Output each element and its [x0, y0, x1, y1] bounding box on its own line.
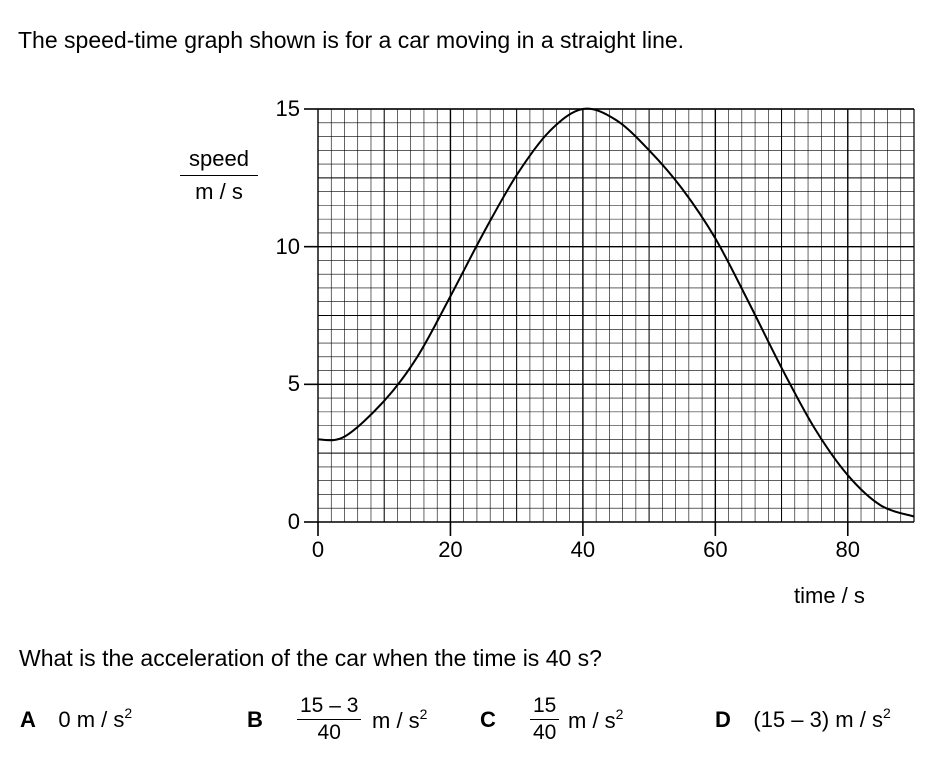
option-c-denominator: 40 [533, 721, 557, 744]
option-d-letter: D [715, 707, 731, 732]
option-a-letter: A [20, 707, 36, 732]
x-tick-label: 80 [835, 537, 860, 562]
x-tick-label: 60 [703, 537, 728, 562]
option-a[interactable] [20, 707, 132, 733]
option-c-fraction [530, 694, 559, 745]
y-axis-label-top: speed [180, 146, 258, 176]
option-c-letter-wrap[interactable] [480, 707, 496, 733]
option-c-letter: C [480, 707, 496, 732]
option-b-fraction [297, 694, 361, 745]
option-b-letter-wrap[interactable] [247, 707, 263, 733]
option-b-denominator: 40 [317, 721, 341, 744]
option-c-numerator: 15 [530, 694, 559, 720]
x-tick-label: 20 [438, 537, 463, 562]
y-tick-label: 5 [287, 371, 300, 397]
option-b-unit: m / $s^2$ [372, 706, 428, 733]
option-a-text: 0 m / $s^2$ [58, 705, 133, 732]
option-b-numerator: 15 – 3 [297, 694, 361, 720]
grid-minor [318, 109, 914, 522]
intro-text: The speed-time graph shown is for a car moving in a straight line. [18, 27, 685, 53]
option-b-letter: B [247, 707, 263, 732]
y-tick-label: 0 [287, 509, 300, 534]
question-text: What is the acceleration of the car when the time is 40 s? [19, 645, 602, 671]
y-tick-label: 15 [275, 96, 300, 121]
option-d[interactable] [715, 707, 891, 733]
x-axis-label: time / s [794, 583, 865, 608]
axis-ticks [304, 109, 848, 536]
speed-curve [318, 109, 914, 517]
x-tick-label: 0 [311, 537, 325, 562]
y-axis-label-bottom: m / s [195, 179, 243, 204]
y-tick-label: 10 [275, 233, 300, 259]
option-d-text: (15 – 3) m / $s^2$ [753, 705, 891, 732]
x-tick-label: 40 [570, 537, 596, 562]
option-c-unit: m / $s^2$ [568, 706, 624, 733]
